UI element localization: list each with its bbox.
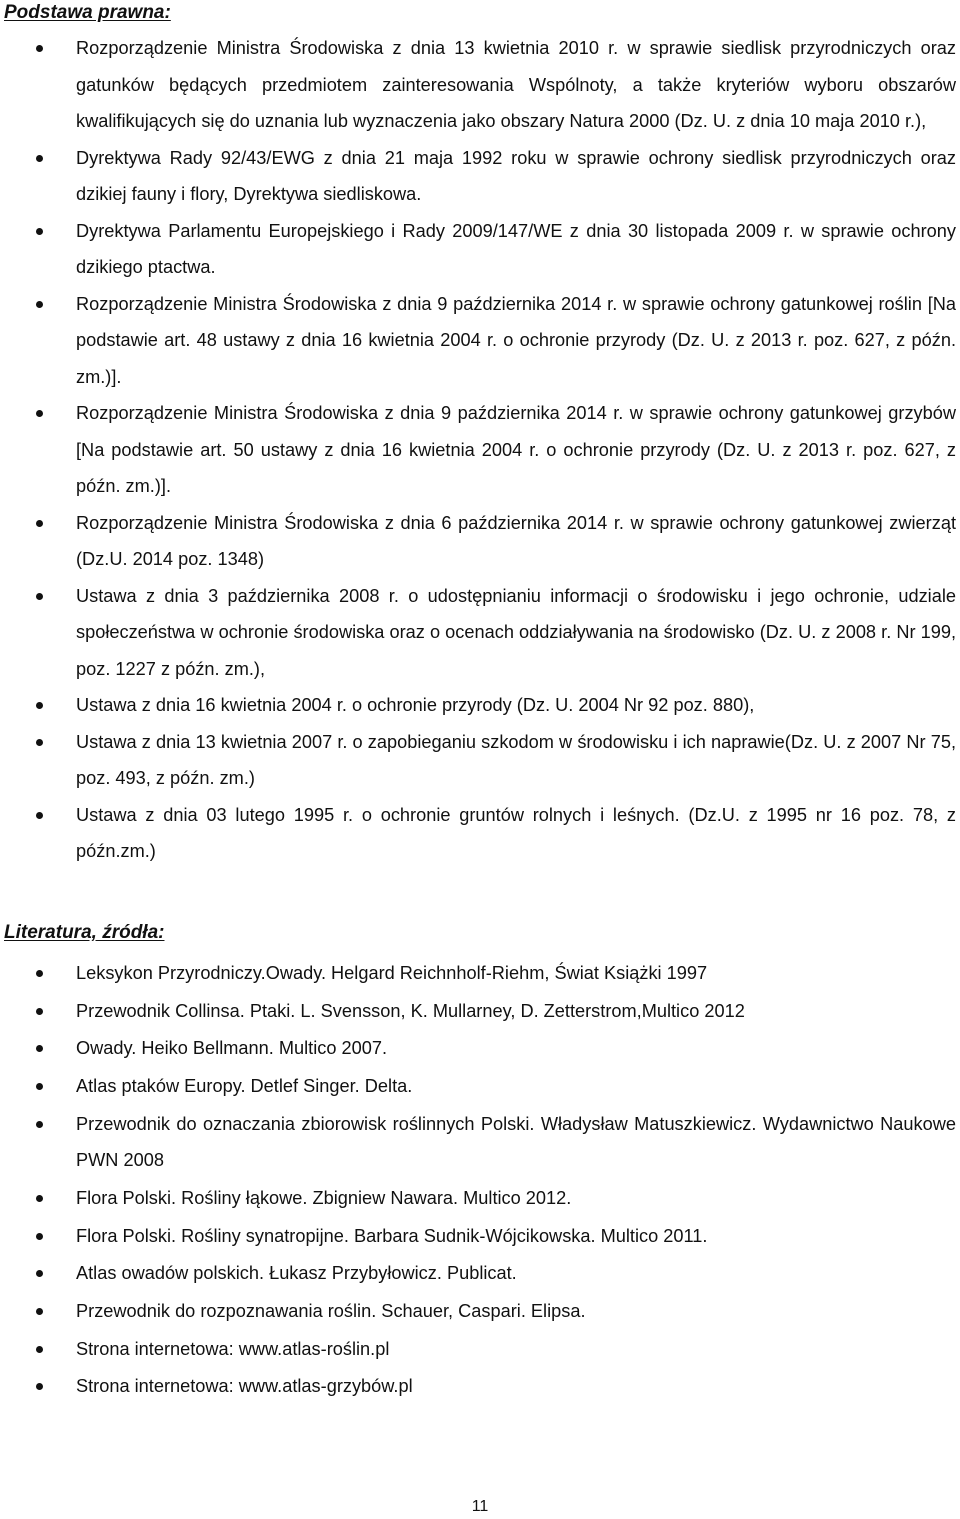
legal-item-text: Rozporządzenie Ministra Środowiska z dnia 9 października 2014 r. w sprawie ochrony gatunkowej grzybów [Na podstawie art. 50 ustawy z dnia 16 kwietnia 2004 r. o ochronie przyrody (Dz. U. z 2013 r. poz. 627, z późn. zm.)].: [76, 403, 956, 496]
list-item: [0, 724, 960, 797]
literature-list: [0, 955, 960, 1406]
literature-item-text: Strona internetowa: www.atlas-roślin.pl: [76, 1338, 390, 1359]
legal-basis-list: [0, 30, 960, 870]
list-item: [0, 955, 960, 992]
legal-item-text: Rozporządzenie Ministra Środowiska z dnia 6 października 2014 r. w sprawie ochrony gatunkowej zwierząt (Dz.U. 2014 poz. 1348): [76, 512, 956, 569]
literature-item-text: Flora Polski. Rośliny synatropijne. Barbara Sudnik-Wójcikowska. Multico 2011.: [76, 1225, 708, 1246]
bullet-icon: [36, 301, 43, 308]
list-item: [0, 1180, 960, 1217]
bullet-icon: [36, 1121, 43, 1128]
list-item: [0, 1293, 960, 1330]
list-item: [0, 1030, 960, 1067]
bullet-icon: [36, 1346, 43, 1353]
bullet-icon: [36, 1270, 43, 1277]
legal-item-text: Dyrektywa Rady 92/43/EWG z dnia 21 maja 1992 roku w sprawie ochrony siedlisk przyrodniczych oraz dzikiej fauny i flory, Dyrektywa siedliskowa.: [76, 147, 956, 204]
bullet-icon: [36, 1195, 43, 1202]
legal-item-text: Ustawa z dnia 16 kwietnia 2004 r. o ochronie przyrody (Dz. U. 2004 Nr 92 poz. 880),: [76, 695, 755, 715]
bullet-icon: [36, 812, 43, 819]
bullet-icon: [36, 702, 43, 709]
list-item: [0, 993, 960, 1030]
legal-item-text: Rozporządzenie Ministra Środowiska z dnia 13 kwietnia 2010 r. w sprawie siedlisk przyrodniczych oraz gatunków będących przedmiotem zainteresowania Wspólnoty, a także kryteriów wyboru obszarów kwalifikujących się do uznania lub wyznaczenia jako obszary Natura 2000 (Dz. U. z dnia 10 maja 2010 r.),: [76, 38, 956, 131]
list-item: [0, 30, 960, 140]
list-item: [0, 578, 960, 688]
list-item: [0, 140, 960, 213]
literature-item-text: Flora Polski. Rośliny łąkowe. Zbigniew Nawara. Multico 2012.: [76, 1187, 572, 1208]
list-item: [0, 797, 960, 870]
list-item: [0, 1106, 960, 1179]
literature-item-text: Przewodnik do oznaczania zbiorowisk roślinnych Polski. Władysław Matuszkiewicz. Wydawnictwo Naukowe PWN 2008: [76, 1113, 956, 1171]
bullet-icon: [36, 228, 43, 235]
page-number: 11: [471, 1498, 489, 1515]
bullet-icon: [36, 1308, 43, 1315]
list-item: [0, 1331, 960, 1368]
literature-item-text: Przewodnik Collinsa. Ptaki. L. Svensson, K. Mullarney, D. Zetterstrom,Multico 2012: [76, 1000, 745, 1021]
bullet-icon: [36, 739, 43, 746]
literature-item-text: Atlas owadów polskich. Łukasz Przybyłowicz. Publicat.: [76, 1263, 517, 1284]
bullet-icon: [36, 1233, 43, 1240]
list-item: [0, 395, 960, 505]
literature-item-text: Strona internetowa: www.atlas-grzybów.pl: [76, 1376, 413, 1397]
literature-heading: Literatura, źródła:: [4, 922, 165, 943]
literature-item-text: Leksykon Przyrodniczy.Owady. Helgard Reichnholf-Riehm, Świat Książki 1997: [76, 963, 708, 983]
legal-item-text: Ustawa z dnia 03 lutego 1995 r. o ochronie gruntów rolnych i leśnych. (Dz.U. z 1995 nr 16 poz. 78, z późn.zm.): [76, 804, 956, 861]
list-item: [0, 1368, 960, 1405]
bullet-icon: [36, 1045, 43, 1052]
bullet-icon: [36, 155, 43, 162]
legal-item-text: Dyrektywa Parlamentu Europejskiego i Rady 2009/147/WE z dnia 30 listopada 2009 r. w sprawie ochrony dzikiego ptactwa.: [76, 220, 956, 277]
bullet-icon: [36, 410, 43, 417]
literature-item-text: Atlas ptaków Europy. Detlef Singer. Delta.: [76, 1076, 413, 1097]
bullet-icon: [36, 593, 43, 600]
list-item: [0, 1255, 960, 1292]
legal-item-text: Ustawa z dnia 3 października 2008 r. o udostępnianiu informacji o środowisku i jego ochronie, udziale społeczeństwa w ochronie środowiska oraz o ocenach oddziaływania na środowisko (Dz. U. z 2008 r. Nr 199, poz. 1227 z późn. zm.),: [76, 585, 956, 679]
list-item: [0, 213, 960, 286]
bullet-icon: [36, 45, 43, 52]
literature-item-text: Owady. Heiko Bellmann. Multico 2007.: [76, 1038, 388, 1059]
list-item: [0, 505, 960, 578]
bullet-icon: [36, 1008, 43, 1015]
bullet-icon: [36, 1383, 43, 1390]
legal-item-text: Rozporządzenie Ministra Środowiska z dnia 9 października 2014 r. w sprawie ochrony gatunkowej roślin [Na podstawie art. 48 ustawy z dnia 16 kwietnia 2004 r. o ochronie przyrody (Dz. U. z 2013 r. poz. 627, z późn. zm.)].: [76, 293, 956, 387]
bullet-icon: [36, 1083, 43, 1090]
list-item: [0, 1218, 960, 1255]
literature-item-text: Przewodnik do rozpoznawania roślin. Schauer, Caspari. Elipsa.: [76, 1301, 586, 1321]
bullet-icon: [36, 520, 43, 527]
list-item: [0, 286, 960, 396]
legal-basis-heading: Podstawa prawna:: [4, 2, 171, 23]
legal-item-text: Ustawa z dnia 13 kwietnia 2007 r. o zapobieganiu szkodom w środowisku i ich naprawie(Dz. U. z 2007 Nr 75, poz. 493, z późn. zm.): [76, 731, 956, 788]
bullet-icon: [36, 970, 43, 977]
list-item: [0, 1068, 960, 1105]
list-item: [0, 687, 960, 724]
